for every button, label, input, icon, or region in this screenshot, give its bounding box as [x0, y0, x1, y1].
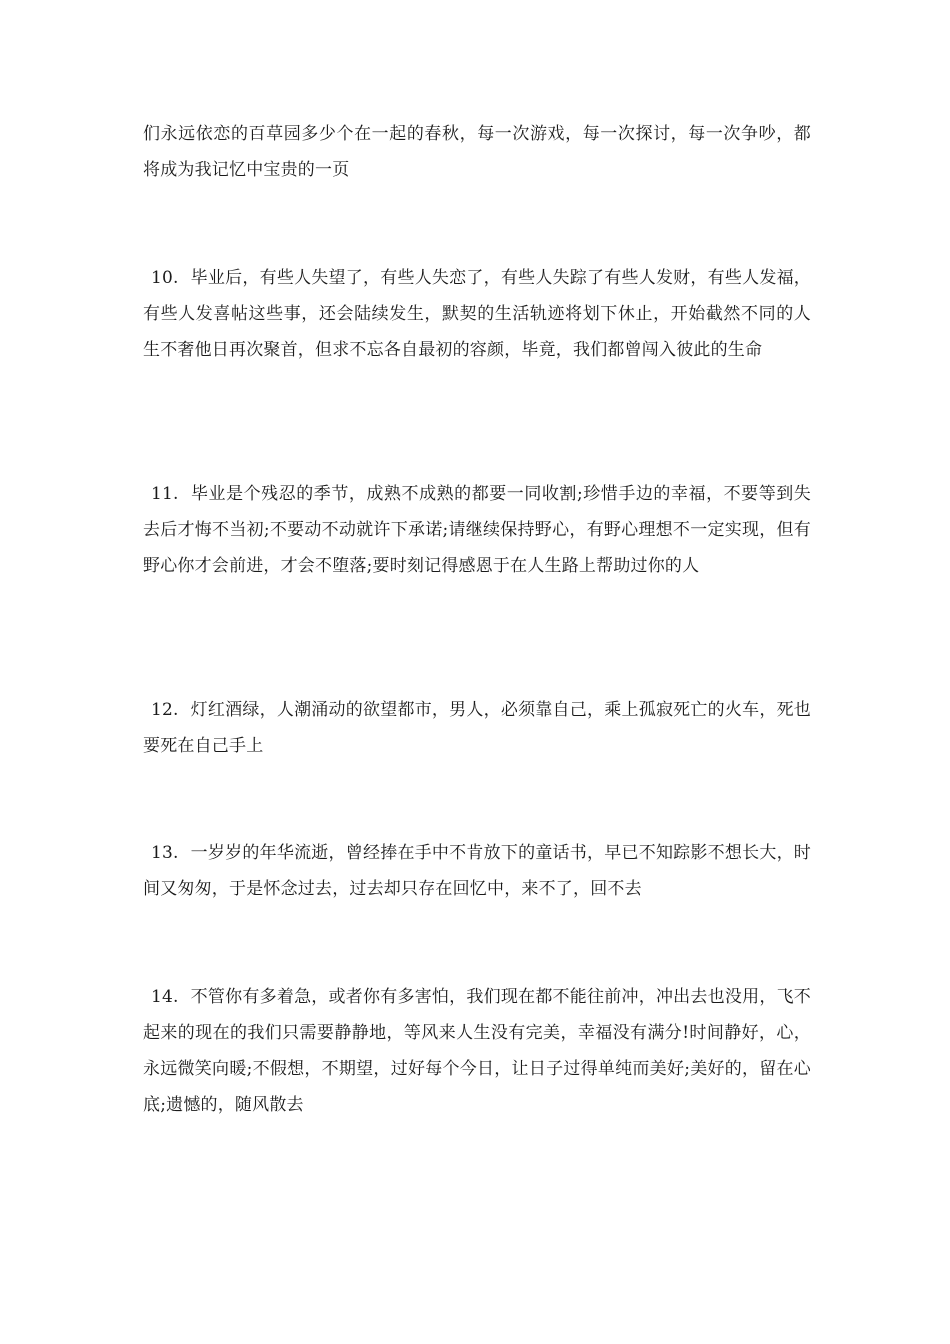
paragraph-12	[143, 692, 811, 764]
paragraph-number: 14.	[151, 987, 179, 1007]
paragraph-text: 毕业后，有些人失望了，有些人失恋了，有些人失踪了有些人发财，有些人发福，有些人发喜帖这些事，还会陆续发生，默契的生活轨迹将划下休止，开始截然不同的人生不奢他日再次聚首，但求不忘各自最初的容颜，毕竟，我们都曾闯入彼此的生命	[143, 268, 811, 360]
paragraph-text: 灯红酒绿，人潮涌动的欲望都市，男人，必须靠自己，乘上孤寂死亡的火车，死也要死在自己手上	[143, 700, 811, 756]
paragraph-text: 们永远依恋的百草园多少个在一起的春秋，每一次游戏，每一次探讨，每一次争吵，都将成为我记忆中宝贵的一页	[143, 124, 811, 180]
paragraph-continuation	[143, 116, 811, 188]
paragraph-number: 13.	[151, 843, 179, 863]
paragraph-number: 11.	[151, 484, 179, 504]
paragraph-text: 一岁岁的年华流逝，曾经捧在手中不肯放下的童话书，早已不知踪影不想长大，时间又匆匆，于是怀念过去，过去却只存在回忆中，来不了，回不去	[143, 843, 811, 899]
paragraph-number: 12.	[151, 700, 179, 720]
paragraph-text: 毕业是个残忍的季节，成熟不成熟的都要一同收割;珍惜手边的幸福，不要等到失去后才悔不当初;不要动不动就许下承诺;请继续保持野心，有野心理想不一定实现，但有野心你才会前进，才会不堕落;要时刻记得感恩于在人生路上帮助过你的人	[143, 484, 811, 576]
paragraph-13	[143, 835, 811, 907]
paragraph-11	[143, 476, 811, 584]
paragraph-10	[143, 260, 811, 368]
paragraph-text: 不管你有多着急，或者你有多害怕，我们现在都不能往前冲，冲出去也没用，飞不起来的现在的我们只需要静静地，等风来人生没有完美，幸福没有满分!时间静好，心，永远微笑向暖;不假想，不期望，过好每个今日，让日子过得单纯而美好;美好的，留在心底;遗憾的，随风散去	[143, 987, 811, 1115]
paragraph-14	[143, 979, 811, 1123]
paragraph-number: 10.	[151, 268, 179, 288]
